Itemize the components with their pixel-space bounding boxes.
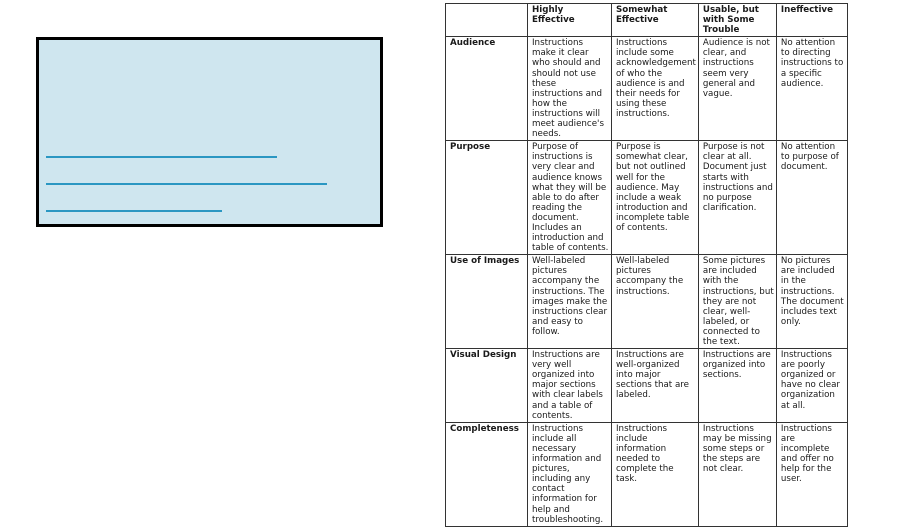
header-ineffective: Ineffective (776, 4, 847, 37)
table-cell: Purpose of instructions is very clear and audience knows what they will be able to do after reading the document. Includes an introduction and table of contents. (528, 141, 612, 255)
header-highly-effective: Highly Effective (528, 4, 612, 37)
table-cell: Instructions are organized into sections. (698, 349, 776, 423)
table-row (446, 255, 848, 349)
row-label: Use of Images (446, 255, 528, 349)
row-label: Audience (446, 37, 528, 141)
table-cell: Instructions are poorly organized or have no clear organization at all. (776, 349, 847, 423)
row-label: Visual Design (446, 349, 528, 423)
rubric-table (445, 3, 848, 527)
title-placeholder-box (36, 37, 383, 227)
placeholder-line-3 (46, 210, 222, 212)
header-row (446, 4, 848, 37)
table-row (446, 422, 848, 526)
table-cell: Instructions include information needed to complete the task. (612, 422, 699, 526)
table-cell: Instructions include some acknowledgement of who the audience is and their needs for using these instructions. (612, 37, 699, 141)
table-cell: Instructions are incomplete and offer no help for the user. (776, 422, 847, 526)
header-usable-with-trouble: Usable, but with Some Trouble (698, 4, 776, 37)
table-cell: No pictures are included in the instructions. The document includes text only. (776, 255, 847, 349)
table-cell: No attention to directing instructions to a specific audience. (776, 37, 847, 141)
table-cell: Instructions make it clear who should and should not use these instructions and how the instructions will meet audience's needs. (528, 37, 612, 141)
table-row (446, 349, 848, 423)
table-cell: Instructions are well-organized into major sections that are labeled. (612, 349, 699, 423)
row-label: Purpose (446, 141, 528, 255)
table-cell: Purpose is somewhat clear, but not outlined well for the audience. May include a weak introduction and incomplete table of contents. (612, 141, 699, 255)
table-cell: Audience is not clear, and instructions seem very general and vague. (698, 37, 776, 141)
table-row (446, 37, 848, 141)
table-cell: Instructions include all necessary information and pictures, including any contact information for help and troubleshooting. (528, 422, 612, 526)
placeholder-line-2 (46, 183, 327, 185)
table-cell: Instructions may be missing some steps or the steps are not clear. (698, 422, 776, 526)
table-cell: Some pictures are included with the instructions, but they are not clear, well-labeled, or connected to the text. (698, 255, 776, 349)
table-cell: Well-labeled pictures accompany the instructions. The images make the instructions clear and easy to follow. (528, 255, 612, 349)
table-cell: Well-labeled pictures accompany the instructions. (612, 255, 699, 349)
table-cell: No attention to purpose of document. (776, 141, 847, 255)
table-cell: Instructions are very well organized into major sections with clear labels and a table of contents. (528, 349, 612, 423)
placeholder-line-1 (46, 156, 277, 158)
header-somewhat-effective: Somewhat Effective (612, 4, 699, 37)
header-blank (446, 4, 528, 37)
table-row (446, 141, 848, 255)
table-cell: Purpose is not clear at all. Document just starts with instructions and no purpose clarification. (698, 141, 776, 255)
row-label: Completeness (446, 422, 528, 526)
